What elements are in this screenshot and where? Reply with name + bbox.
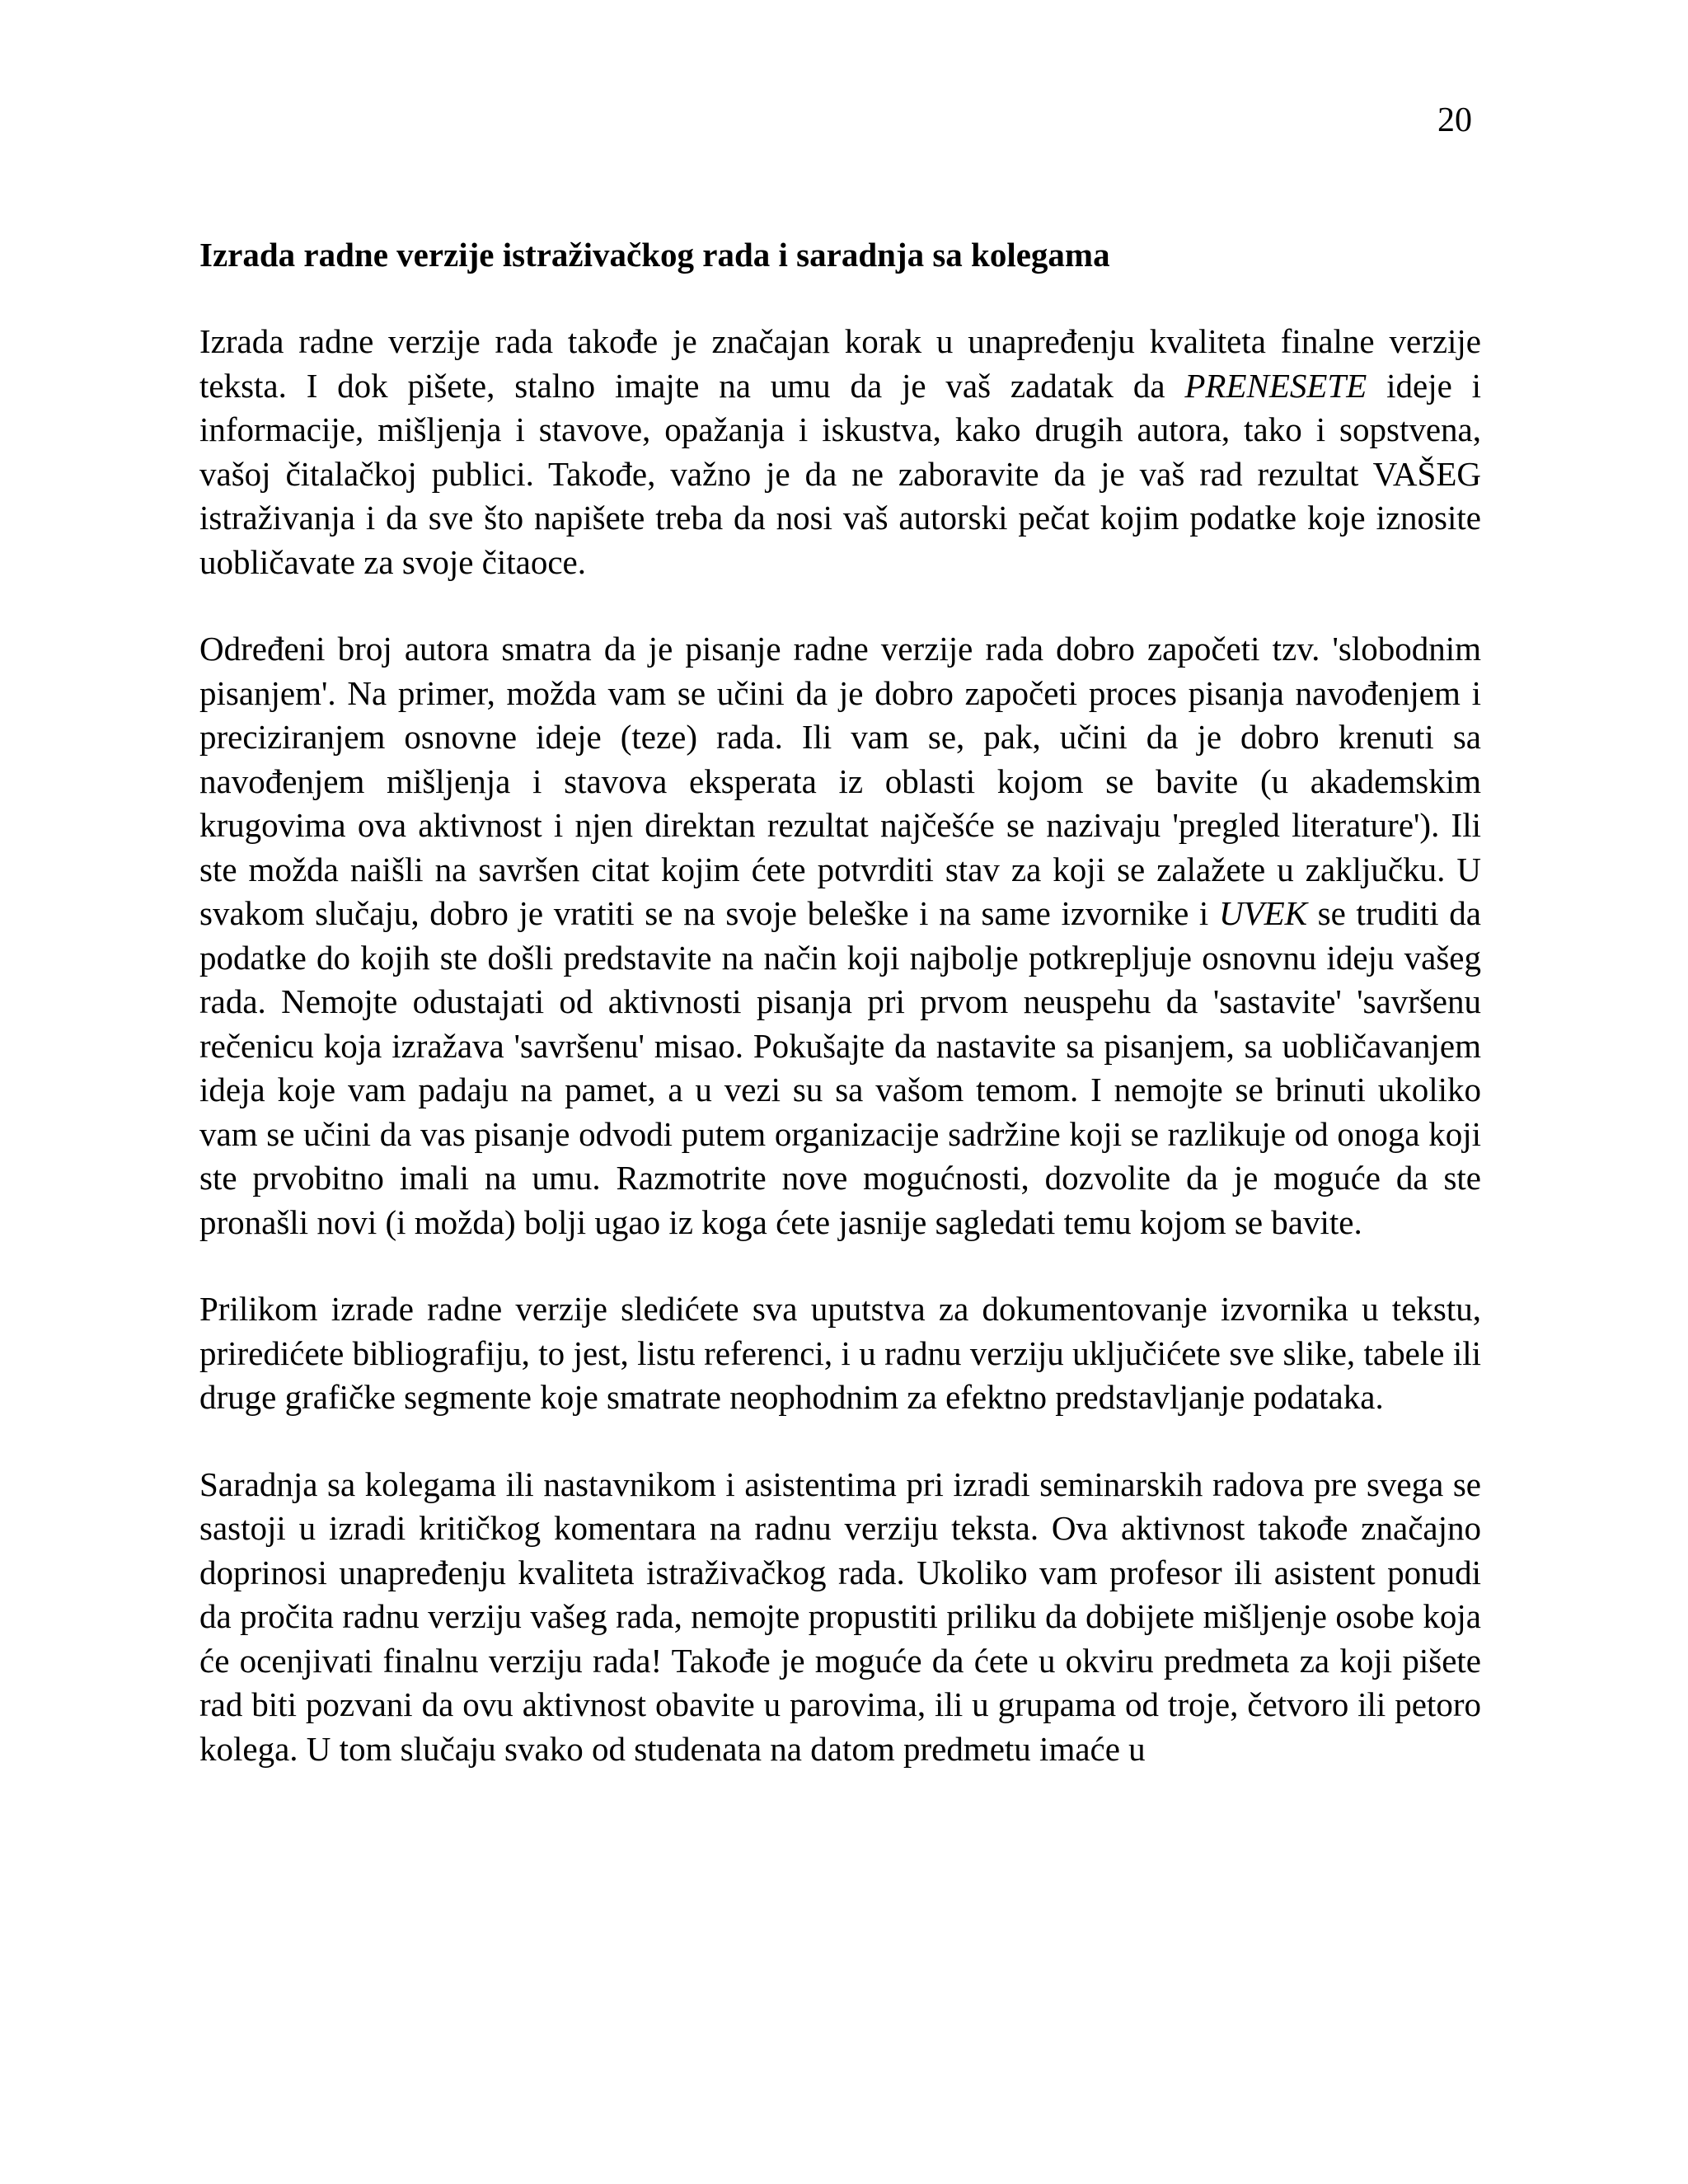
paragraph-text: Prilikom izrade radne verzije sledićete sva uputstva za dokumentovanje izvornika u tekstu, priredićete bibliografiju, to jest, listu referenci, i u radnu verziju uključićete sve slike, tabele ili druge grafičke segmente koje smatrate neophodnim za efektno predstavljanje podataka. bbox=[199, 1290, 1481, 1416]
paragraph-4 bbox=[199, 1463, 1481, 1772]
page-number: 20 bbox=[1437, 101, 1472, 139]
paragraph-2 bbox=[199, 627, 1481, 1244]
page-content bbox=[199, 232, 1481, 1771]
paragraph-text: se truditi da podatke do kojih ste došli predstavite na način koji najbolje potkrepljuje osnovnu ideju vašeg rada. Nemojte odustajati od aktivnosti pisanja pri prvom neuspehu da 'sastavite' 'savršenu rečenicu koja izražava 'savršenu' misao. Pokušajte da nastavite sa pisanjem, sa uobličavanjem ideja koje vam padaju na pamet, a u vezi su sa vašom temom. I nemojte se brinuti ukoliko vam se učini da vas pisanje odvodi putem organizacije sadržine koji se razlikuje od onoga koji ste prvobitno imali na umu. Razmotrite nove mogućnosti, dozvolite da je moguće da ste pronašli novi (i možda) bolji ugao iz koga ćete jasnije sagledati temu kojom se bavite. bbox=[199, 894, 1481, 1241]
emphasis-text: UVEK bbox=[1218, 894, 1307, 932]
paragraph-text: Saradnja sa kolegama ili nastavnikom i asistentima pri izradi seminarskih radova pre svega se sastoji u izradi kritičkog komentara na radnu verziju teksta. Ova aktivnost takođe značajno doprinosi unapređenju kvaliteta istraživačkog rada. Ukoliko vam profesor ili asistent ponudi da pročita radnu verziju vašeg rada, nemojte propustiti priliku da dobijete mišljenje osobe koja će ocenjivati finalnu verziju rada! Takođe je moguće da ćete u okviru predmeta za koji pišete rad biti pozvani da ovu aktivnost obavite u parovima, ili u grupama od troje, četvoro ili petoro kolega. U tom slučaju svako od studenata na datom predmetu imaće u bbox=[199, 1465, 1481, 1768]
paragraph-text: Određeni broj autora smatra da je pisanje radne verzije rada dobro započeti tzv. 'slobodnim pisanjem'. Na primer, možda vam se učini da je dobro započeti proces pisanja navođenjem i preciziranjem osnovne ideje (teze) rada. Ili vam se, pak, učini da je dobro krenuti sa navođenjem mišljenja i stavova eksperata iz oblasti kojom se bavite (u akademskim krugovima ova aktivnost i njen direktan rezultat najčešće se nazivaju 'pregled literature'). Ili ste možda naišli na savršen citat kojim ćete potvrditi stav za koji se zalažete u zaključku. U svakom slučaju, dobro je vratiti se na svoje beleške i na same izvornike i bbox=[199, 630, 1481, 932]
section-heading: Izrada radne verzije istraživačkog rada i saradnja sa kolegama bbox=[199, 236, 1110, 274]
paragraph-3 bbox=[199, 1287, 1481, 1420]
paragraph-1 bbox=[199, 320, 1481, 584]
emphasis-text: PRENESETE bbox=[1184, 366, 1367, 405]
paragraph-text: ideje i informacije, mišljenja i stavove, opažanja i iskustva, kako drugih autora, tako i sopstvena, vašoj čitalačkoj publici. Takođe, važno je da ne zaboravite da je vaš rad rezultat VAŠEG istraživanja i da sve što napišete treba da nosi vaš autorski pečat kojim podatke koje iznosite uobličavate za svoje čitaoce. bbox=[199, 366, 1481, 581]
paragraph-text: Izrada radne verzije rada takođe je značajan korak u unapređenju kvaliteta finalne verzije teksta. I dok pišete, stalno imajte na umu da je vaš zadatak da bbox=[199, 322, 1481, 405]
